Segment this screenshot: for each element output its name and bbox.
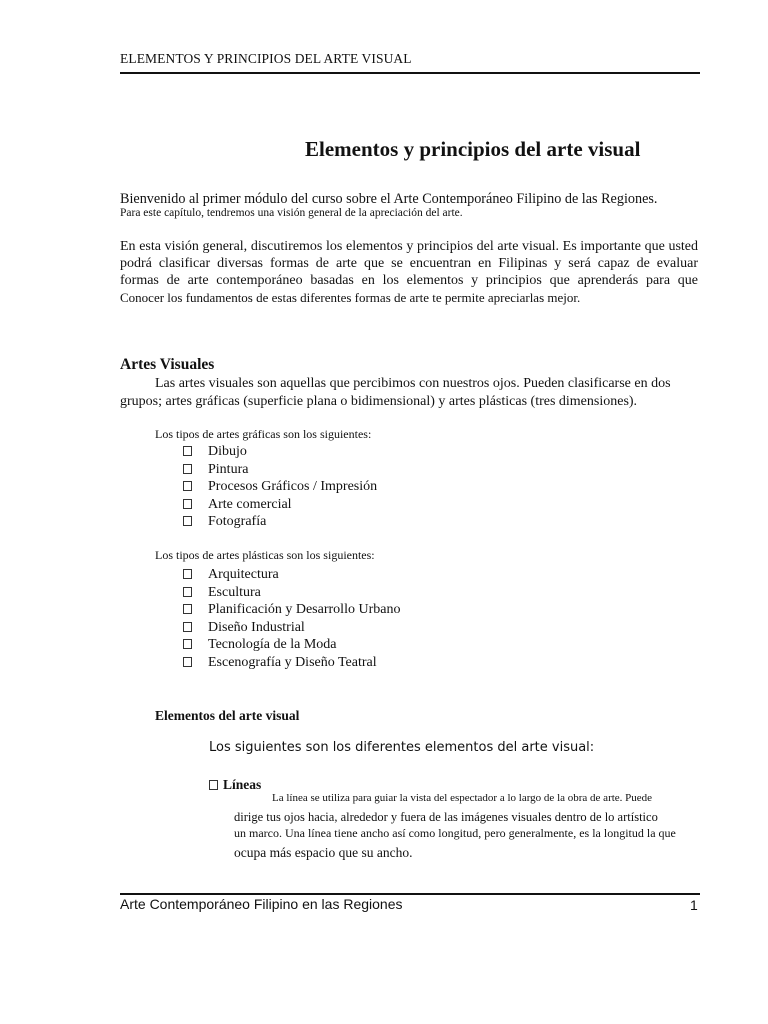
- artes-visuales-line-1: Las artes visuales son aquellas que percibimos con nuestros ojos. Pueden clasificarse en dos: [155, 376, 671, 391]
- list-item: Pintura: [183, 461, 377, 479]
- list-item: Planificación y Desarrollo Urbano: [183, 601, 400, 619]
- checkbox-bullet-icon: [183, 499, 192, 509]
- checkbox-bullet-icon: [183, 481, 192, 491]
- list-item: Tecnología de la Moda: [183, 636, 400, 654]
- overview-line: podrá clasificar diversas formas de arte que se encuentran en Filipinas y será capaz de evaluar: [120, 256, 698, 271]
- overview-line: En esta visión general, discutiremos los elementos y principios del arte visual. Es importante que usted: [120, 239, 698, 254]
- elementos-intro: Los siguientes son los diferentes elementos del arte visual:: [209, 740, 595, 755]
- overview-line: formas de arte contemporáneo basadas en los elementos y principios que aprenderás para que: [120, 273, 698, 288]
- section-heading-artes-visuales: Artes Visuales: [120, 356, 215, 373]
- checkbox-bullet-icon: [209, 780, 218, 790]
- graficas-list: [183, 443, 377, 531]
- checkbox-bullet-icon: [183, 569, 192, 579]
- checkbox-bullet-icon: [183, 464, 192, 474]
- checkbox-bullet-icon: [183, 639, 192, 649]
- list-item: Procesos Gráficos / Impresión: [183, 478, 377, 496]
- page-title: Elementos y principios del arte visual: [305, 137, 641, 161]
- lineas-line-4: ocupa más espacio que su ancho.: [234, 845, 413, 860]
- graficas-label: Los tipos de artes gráficas son los siguientes:: [155, 427, 372, 441]
- intro-line-1: Bienvenido al primer módulo del curso sobre el Arte Contemporáneo Filipino de las Regiones.: [120, 191, 658, 207]
- plasticas-list: [183, 566, 400, 672]
- overview-paragraph: [120, 238, 698, 306]
- list-item: Dibujo: [183, 443, 377, 461]
- footer-rule: [120, 893, 700, 895]
- list-item: Diseño Industrial: [183, 619, 400, 637]
- checkbox-bullet-icon: [183, 604, 192, 614]
- artes-visuales-line-2: grupos; artes gráficas (superficie plana o bidimensional) y artes plásticas (tres dimensiones).: [120, 394, 638, 409]
- list-item: Arquitectura: [183, 566, 400, 584]
- checkbox-bullet-icon: [183, 622, 192, 632]
- list-item: Escultura: [183, 584, 400, 602]
- checkbox-bullet-icon: [183, 587, 192, 597]
- checkbox-bullet-icon: [183, 516, 192, 526]
- intro-line-2: Para este capítulo, tendremos una visión general de la apreciación del arte.: [120, 207, 463, 219]
- header-rule: [120, 72, 700, 74]
- lineas-line-3: un marco. Una línea tiene ancho así como longitud, pero generalmente, es la longitud la que: [234, 826, 676, 840]
- lineas-line-2: dirige tus ojos hacia, alrededor y fuera de las imágenes visuales dentro de lo artístico: [234, 810, 658, 824]
- plasticas-label: Los tipos de artes plásticas son los siguientes:: [155, 548, 375, 562]
- checkbox-bullet-icon: [183, 446, 192, 456]
- lineas-line-1: La línea se utiliza para guiar la vista del espectador a lo largo de la obra de arte. Puede: [272, 792, 653, 804]
- section-heading-elementos: Elementos del arte visual: [155, 708, 300, 723]
- page-number: 1: [690, 897, 698, 913]
- running-header: ELEMENTOS Y PRINCIPIOS DEL ARTE VISUAL: [120, 51, 412, 66]
- list-item: Escenografía y Diseño Teatral: [183, 654, 400, 672]
- overview-line: Conocer los fundamentos de estas diferentes formas de arte te permite apreciarlas mejor.: [120, 290, 581, 305]
- list-item: Arte comercial: [183, 496, 377, 514]
- footer-title: Arte Contemporáneo Filipino en las Regiones: [120, 896, 403, 912]
- list-item: Fotografía: [183, 513, 377, 531]
- checkbox-bullet-icon: [183, 657, 192, 667]
- lineas-heading: Líneas: [209, 777, 261, 793]
